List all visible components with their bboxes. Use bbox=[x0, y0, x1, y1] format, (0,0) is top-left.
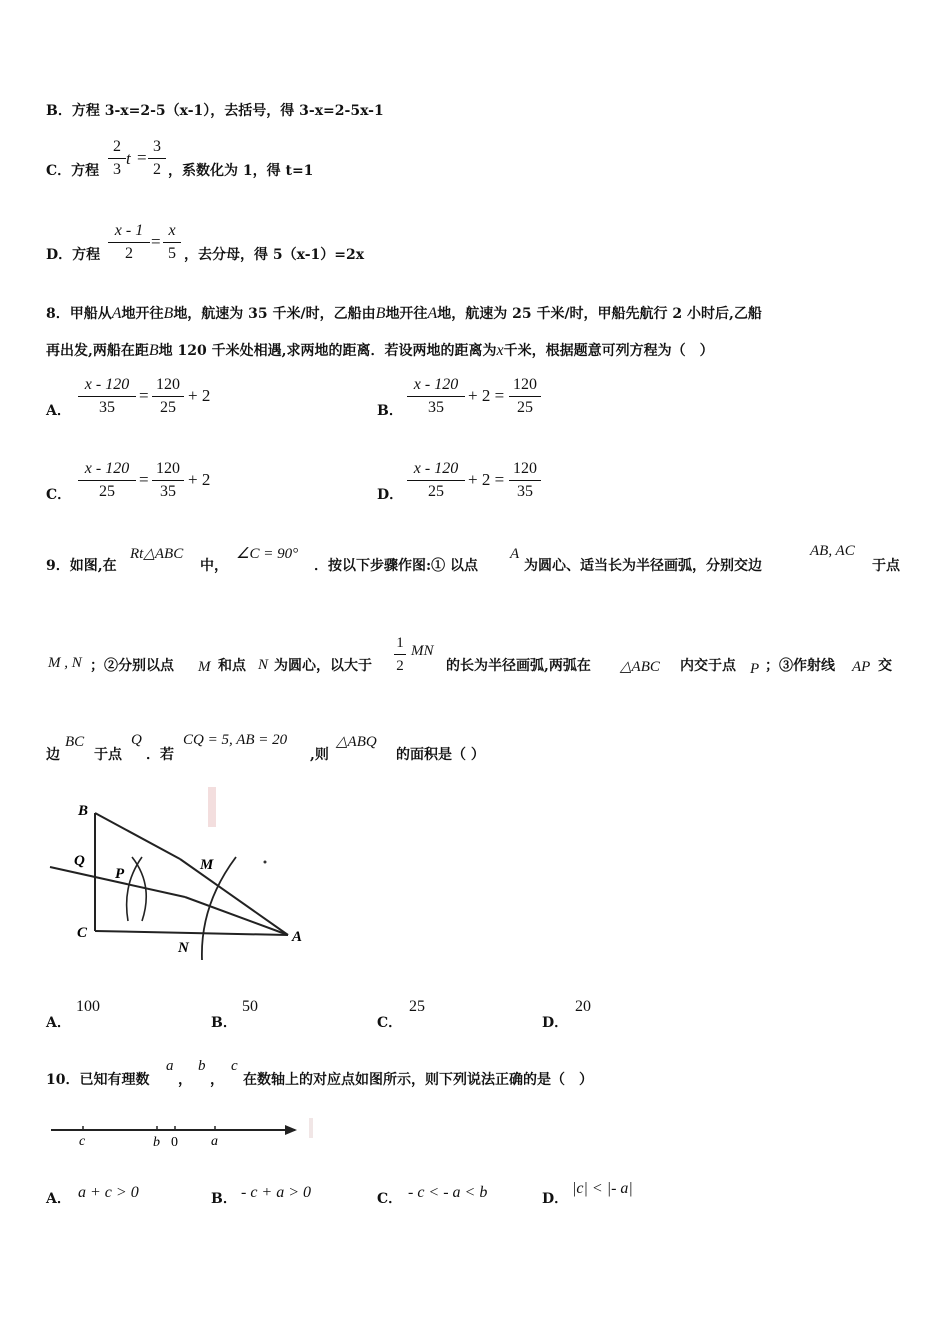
label-c: c bbox=[79, 1134, 86, 1149]
q8-a-mid: = bbox=[139, 386, 149, 405]
q9-yudian2: 于点 bbox=[94, 747, 122, 763]
label-b: b bbox=[153, 1135, 160, 1150]
ray-ap-line-2 bbox=[185, 897, 288, 935]
q9-step1-b: 为圆心、适当长为半径画弧，分别交边 bbox=[524, 558, 762, 574]
q7-c-fraction-right: $\frac{3}{2}$ bbox=[148, 136, 166, 181]
scan-artifact-mark bbox=[309, 1118, 313, 1138]
q8-b-fraction-left: $\frac{x - 120}{35}$ bbox=[407, 374, 465, 419]
q8-option-a-label: A． bbox=[46, 403, 71, 419]
label-c: C bbox=[77, 925, 88, 941]
q7-c-tail: ，系数化为 1，得 t=1 bbox=[168, 163, 314, 179]
q8-option-c-label: C． bbox=[46, 487, 72, 503]
q8-c-fraction-right: $\frac{120}{35}$ bbox=[152, 458, 184, 503]
q9-option-a-value: 100 bbox=[76, 998, 100, 1015]
q9-step1-a: ．按以下步骤作图:① 以点 bbox=[314, 558, 479, 574]
q8-d-fraction-left: $\frac{x - 120}{25}$ bbox=[407, 458, 465, 503]
stray-dot bbox=[264, 861, 267, 864]
side-ca-line bbox=[95, 931, 288, 935]
q9-triangle-figure bbox=[40, 785, 320, 970]
q9-point-q: Q bbox=[131, 732, 142, 748]
arc-from-n bbox=[132, 857, 146, 921]
arc-from-m bbox=[127, 857, 142, 921]
q9-point-p: P bbox=[750, 661, 760, 677]
q9-and-point: 和点 bbox=[218, 658, 246, 674]
q9-step2-a: ；②分别以点 bbox=[90, 658, 174, 674]
label-n: N bbox=[178, 940, 189, 956]
axis-arrow-icon bbox=[285, 1125, 297, 1135]
q10-prefix: 10．已知有理数 bbox=[46, 1072, 150, 1088]
q9-ze: ,则 bbox=[310, 747, 329, 763]
q10-sep2: ， bbox=[210, 1072, 224, 1088]
q9-triangle-abq: △ABQ bbox=[336, 734, 377, 750]
q7-option-c-label: C．方程 bbox=[46, 163, 100, 179]
q10-sep1: ， bbox=[178, 1072, 192, 1088]
q10-option-a-label: A． bbox=[46, 1191, 71, 1207]
q10-option-a-expr: a + c > 0 bbox=[78, 1184, 139, 1201]
q7-c-equals: = bbox=[137, 148, 147, 167]
q9-question-end: 的面积是（ ） bbox=[396, 747, 485, 763]
q8-a-fraction-right: $\frac{120}{25}$ bbox=[152, 374, 184, 419]
q9-zhong: 中， bbox=[200, 558, 228, 574]
q10-stem-rest: 在数轴上的对应点如图所示，则下列说法正确的是（ ） bbox=[243, 1072, 593, 1088]
label-p: P bbox=[115, 866, 125, 882]
q9-option-d-value: 20 bbox=[575, 998, 591, 1015]
q9-ab-ac: AB, AC bbox=[810, 543, 855, 559]
q9-ray-ap: AP bbox=[852, 659, 871, 675]
q9-point-n: N bbox=[258, 657, 269, 673]
q9-option-c-value: 25 bbox=[409, 998, 425, 1015]
q8-b-fraction-right: $\frac{120}{25}$ bbox=[509, 374, 541, 419]
q9-side-bc: BC bbox=[65, 734, 85, 750]
label-m: M bbox=[200, 857, 214, 873]
q7-d-equals: = bbox=[151, 232, 161, 251]
q7-c-variable: t bbox=[126, 149, 131, 168]
label-a: a bbox=[211, 1134, 218, 1149]
q7-option-b: B．方程 3-x=2-5（x-1），去括号，得 3-x=2-5x-1 bbox=[46, 103, 384, 119]
q10-number-line bbox=[45, 1112, 315, 1157]
label-zero: 0 bbox=[171, 1135, 178, 1150]
scan-artifact-mark bbox=[208, 787, 216, 827]
q9-jiao: 交 bbox=[878, 658, 892, 674]
q8-option-b-label: B． bbox=[377, 403, 403, 419]
q9-option-c-label: C． bbox=[377, 1015, 403, 1031]
q10-var-a: a bbox=[166, 1058, 174, 1074]
q10-option-c-expr: - c < - a < b bbox=[408, 1184, 488, 1201]
q10-option-b-label: B． bbox=[211, 1191, 237, 1207]
q8-c-mid: = bbox=[139, 470, 149, 489]
label-b: B bbox=[78, 803, 89, 819]
q10-var-c: c bbox=[231, 1058, 238, 1074]
q9-step2-d: 内交于点 bbox=[680, 658, 736, 674]
q10-option-d-expr: |c| < |- a| bbox=[572, 1180, 633, 1197]
q9-triangle-abc: △ABC bbox=[620, 659, 660, 675]
q9-option-a-label: A． bbox=[46, 1015, 71, 1031]
q8-a-tail: + 2 bbox=[188, 386, 211, 405]
q8-c-fraction-left: $\frac{x - 120}{25}$ bbox=[78, 458, 136, 503]
q9-option-b-label: B． bbox=[211, 1015, 237, 1031]
q9-angle-c: ∠C = 90° bbox=[236, 546, 299, 562]
q7-d-fraction-right: $\frac{x}{5}$ bbox=[163, 220, 181, 265]
q9-point-a: A bbox=[510, 546, 520, 562]
side-ab-line-2 bbox=[180, 859, 288, 935]
q9-mn-points: M , N bbox=[48, 655, 82, 671]
q10-var-b: b bbox=[198, 1058, 206, 1074]
q7-d-tail: ，去分母，得 5（x-1）=2x bbox=[184, 247, 365, 263]
q8-d-mid: + 2 = bbox=[468, 470, 505, 489]
label-a: A bbox=[292, 929, 303, 945]
q9-ruo: ．若 bbox=[146, 747, 174, 763]
q9-bian: 边 bbox=[46, 747, 60, 763]
q8-stem-line1: 8．甲船从A地开往B地，航速为 35 千米/时，乙船由B地开往A地，航速为 25 千米/时，甲船先航行 2 小时后,乙船 bbox=[46, 305, 762, 322]
q10-option-d-label: D． bbox=[542, 1191, 569, 1207]
q9-step2-c: 的长为半径画弧,两弧在 bbox=[446, 658, 591, 674]
q9-point-m: M bbox=[198, 659, 211, 675]
q9-option-b-value: 50 bbox=[242, 998, 258, 1015]
label-q: Q bbox=[74, 853, 85, 869]
q9-mn-segment: MN bbox=[411, 643, 434, 659]
q8-b-mid: + 2 = bbox=[468, 386, 505, 405]
q7-option-d-label: D．方程 bbox=[46, 247, 101, 263]
q9-half-fraction: $\frac{1}{2}$ bbox=[394, 632, 406, 677]
q8-c-tail: + 2 bbox=[188, 470, 211, 489]
q8-stem-line2: 再出发,两船在距B地 120 千米处相遇,求两地的距离．若设两地的距离为x千米，根据题意可列方程为（ ） bbox=[46, 342, 714, 359]
q8-option-d-label: D． bbox=[377, 487, 404, 503]
q10-option-b-expr: - c + a > 0 bbox=[241, 1184, 312, 1201]
q7-c-fraction-left: $\frac{2}{3}$ bbox=[108, 136, 126, 181]
q9-rt-triangle: Rt△ABC bbox=[130, 546, 184, 562]
q9-option-d-label: D． bbox=[542, 1015, 569, 1031]
q9-yudian: 于点 bbox=[872, 558, 900, 574]
q9-prefix: 9．如图,在 bbox=[46, 558, 117, 574]
q8-d-fraction-right: $\frac{120}{35}$ bbox=[509, 458, 541, 503]
side-ab-line-1 bbox=[95, 813, 180, 859]
q9-condition: CQ = 5, AB = 20 bbox=[183, 732, 288, 748]
q9-step3-a: ；③作射线 bbox=[765, 658, 835, 674]
q10-option-c-label: C． bbox=[377, 1191, 403, 1207]
q9-step2-b: 为圆心，以大于 bbox=[274, 658, 372, 674]
q8-a-fraction-left: $\frac{x - 120}{35}$ bbox=[78, 374, 136, 419]
q7-d-fraction-left: $\frac{x - 1}{2}$ bbox=[108, 220, 150, 265]
